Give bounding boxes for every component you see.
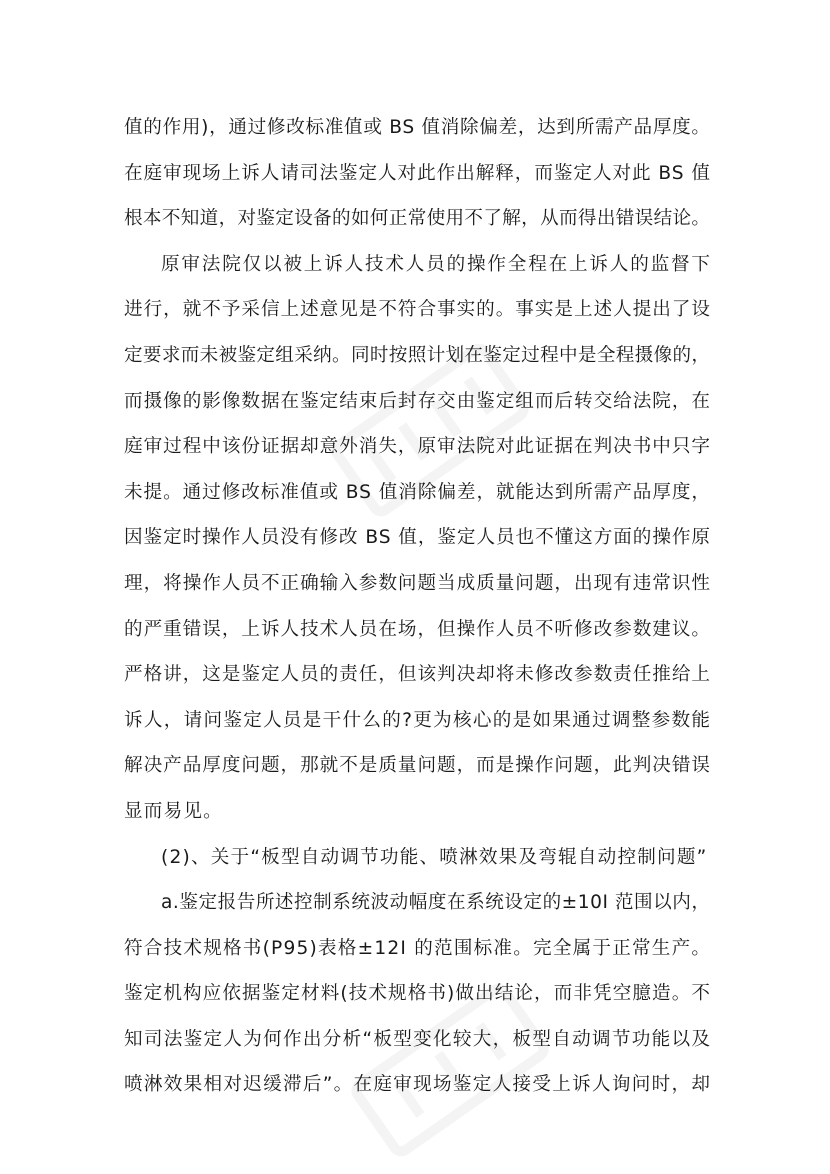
text-line: 在庭审现场上诉人请司法鉴定人对此作出解释，而鉴定人对此 BS 值 <box>124 162 711 184</box>
text-line: 定要求而未被鉴定组采纳。同时按照计划在鉴定过程中是全程摄像的， <box>124 344 711 366</box>
text-line: 符合技术规格书(P95)表格±12I 的范围标准。完全属于正常生产。 <box>124 937 712 959</box>
text-line: 而摄像的影像数据在鉴定结束后封存交由鉴定组而后转交给法院，在 <box>124 390 711 412</box>
text-line: 显而易见。 <box>124 800 223 822</box>
text-line: 理，将操作人员不正确输入参数问题当成质量问题，出现有违常识性 <box>124 572 711 594</box>
text-line: 的严重错误，上诉人技术人员在场，但操作人员不听修改参数建议。 <box>124 618 711 640</box>
text-line: 解决产品厚度问题，那就不是质量问题，而是操作问题，此判决错误 <box>124 755 711 777</box>
text-line: 喷淋效果相对迟缓滞后”。在庭审现场鉴定人接受上诉人询问时，却 <box>124 1074 712 1096</box>
text-line: 严格讲，这是鉴定人员的责任，但该判决却将未修改参数责任推给上 <box>124 664 711 686</box>
text-line: 未提。通过修改标准值或 BS 值消除偏差，就能达到所需产品厚度， <box>124 481 711 503</box>
text-line: 知司法鉴定人为何作出分析“板型变化较大，板型自动调节功能以及 <box>124 1028 712 1050</box>
text-line: 根本不知道，对鉴定设备的如何正常使用不了解，从而得出错误结论。 <box>124 208 711 230</box>
text-line: 庭审过程中该份证据却意外消失，原审法院对此证据在判决书中只字 <box>124 436 711 458</box>
body-text <box>124 105 710 1108</box>
text-line: a.鉴定报告所述控制系统波动幅度在系统设定的±10I 范围以内， <box>161 892 711 914</box>
section-heading: (2)、关于“板型自动调节功能、喷淋效果及弯辊自动控制问题” <box>161 846 708 868</box>
text-line: 诉人，请问鉴定人员是干什么的?更为核心的是如果通过调整参数能 <box>124 709 712 731</box>
text-line: 因鉴定时操作人员没有修改 BS 值，鉴定人员也不懂这方面的操作原 <box>124 527 711 549</box>
text-line: 进行，就不予采信上述意见是不符合事实的。事实是上述人提出了设 <box>124 299 711 321</box>
text-line: 鉴定机构应依据鉴定材料(技术规格书)做出结论，而非凭空臆造。不 <box>124 983 712 1005</box>
text-line: 原审法院仅以被上诉人技术人员的操作全程在上诉人的监督下 <box>161 253 712 275</box>
text-line: 值的作用)，通过修改标准值或 BS 值消除偏差，达到所需产品厚度。 <box>124 117 711 138</box>
